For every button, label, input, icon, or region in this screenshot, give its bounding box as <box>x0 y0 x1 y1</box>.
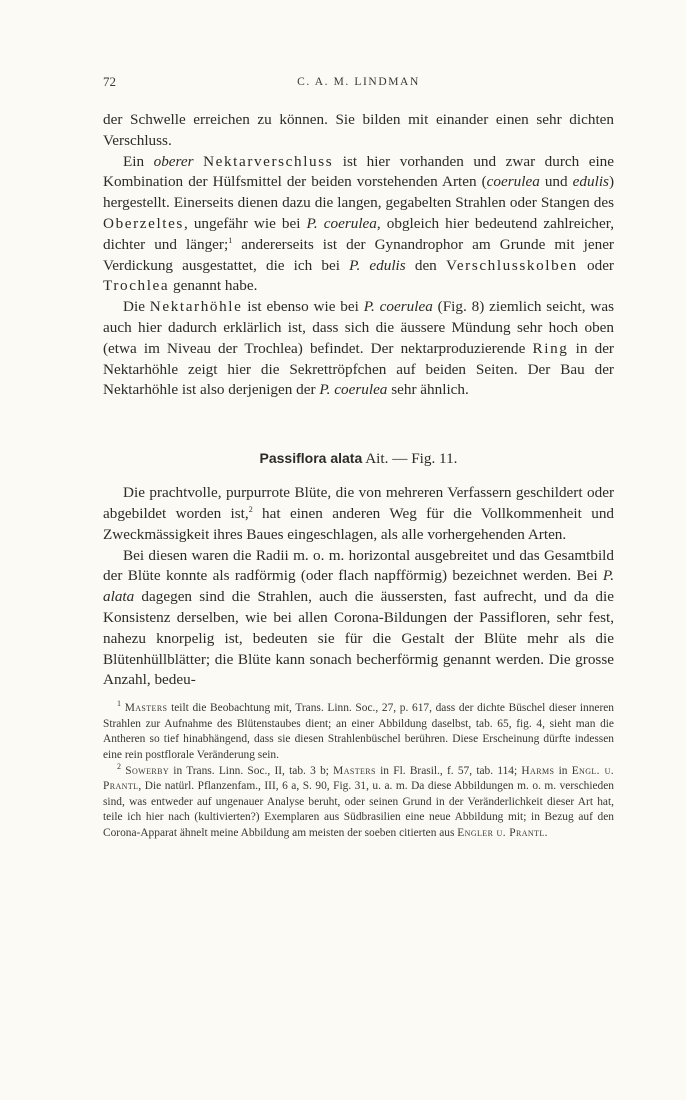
paragraph: Die Nektarhöhle ist ebenso wie bei P. coerulea (Fig. 8) ziemlich seicht, was auch hier dadurch erklärlich ist, dass sich die äussere Mündung sehr hoch oben (etwa im Niveau der Trochlea) befindet. Der nektarproduzierende Ring in der Nektarhöhle zeigt hier die Sekrettröpfchen auf beiden Seiten. Der Bau der Nektarhöhle ist also derjenigen der P. coerulea sehr ähnlich. <box>103 298 614 399</box>
paragraph: Ein oberer Nektarverschluss ist hier vorhanden und zwar durch eine Kombination der Hülfsmittel der beiden vorstehenden Arten (coerulea und edulis) hergestellt. Einerseits dienen dazu die langen, gegabelten Strahlen oder Stangen des Oberzeltes, ungefähr wie bei P. coerulea, obgleich hier bedeutend zahlreicher, dichter und länger;$^1$ andererseits ist der Gynandrophor am Grunde mit jener Verdickung ausgestattet, die ich bei P. edulis den Verschlusskolben oder Trochlea genannt habe. <box>103 152 615 295</box>
paragraph: Bei diesen waren die Radii m. o. m. horizontal ausgebreitet und das Gesamtbild der Blüte konnte als radförmig (oder flach napfförmig) bezeichnet werden. Bei P. alata dagegen sind die Strahlen, auch die äussersten, fast aufrecht, und da die Konsistenz derselben, wie bei allen Corona-Bildungen der Passifloren, sehr fest, nahezu knorpelig ist, bedeuten sie für die Gestalt der Blüte mehr als die Blütenhüllblätter; die Blüte kann sonach becherförmig genannt werden. Die grosse Anzahl, bedeu- <box>103 546 614 689</box>
body-text-lower <box>103 483 614 691</box>
footnote: $^1$ Masters teilt die Beobachtung mit, Trans. Linn. Soc., 27, p. 617, dass der dichte Büschel dieser inneren Strahlen zur Aufnahme des Blütenstaubes dient; an einer Abbildung daselbst, tab. 65, fig. 4, sieht man die Antheren so tief hinabhängend, dass sie diesen Strahlenbüschel berühren. Diese Erscheinung dürfte indessen eine rein postflorale Veränderung sein. <box>103 699 615 761</box>
figure-reference: — Fig. 11. <box>388 450 458 468</box>
book-page <box>103 70 614 841</box>
paragraph: Die prachtvolle, purpurrote Blüte, die von mehreren Verfassern geschildert oder abgebildet worden ist,$^2$ hat einen anderen Weg für die Vollkommenheit und Zweckmässigkeit ihres Baues eingeschlagen, als alle vorhergehenden Arten. <box>103 484 615 543</box>
species-author: Ait. <box>362 450 389 468</box>
paragraph: der Schwelle erreichen zu können. Sie bilden mit einander einen sehr dichten Verschluss. <box>103 111 614 149</box>
running-head-author: C. A. M. LINDMAN <box>297 76 420 88</box>
running-head <box>103 70 614 92</box>
footnote-ref: 2 <box>248 504 253 514</box>
body-text-upper <box>103 110 614 401</box>
species-name: Passiflora alata <box>259 450 363 467</box>
section-heading <box>103 448 614 469</box>
footnote: $^2$ Sowerby in Trans. Linn. Soc., II, tab. 3 b; Masters in Fl. Brasil., f. 57, tab. 114; Harms in Engl. u. Prantl, Die natürl. Pflanzenfam., III, 6 a, S. 90, Fig. 31, u. a. m. Da diese Abbildungen m. o. m. verschieden sind, was entweder auf ungenauer Analyse beruht, oder seinen Grund in der Veränderlichkeit dieser Art hat, teile ich hier nach (kultivierten?) Exemplaren aus Südbrasilien eine neue Abbildung mit; in Bezug auf den Corona-Apparat ähnelt meine Abbildung am meisten der soeben citierten aus Engler u. Prantl. <box>103 761 615 839</box>
footnote-ref: 1 <box>228 235 233 245</box>
page-number: 72 <box>103 74 116 89</box>
footnotes <box>103 701 614 841</box>
